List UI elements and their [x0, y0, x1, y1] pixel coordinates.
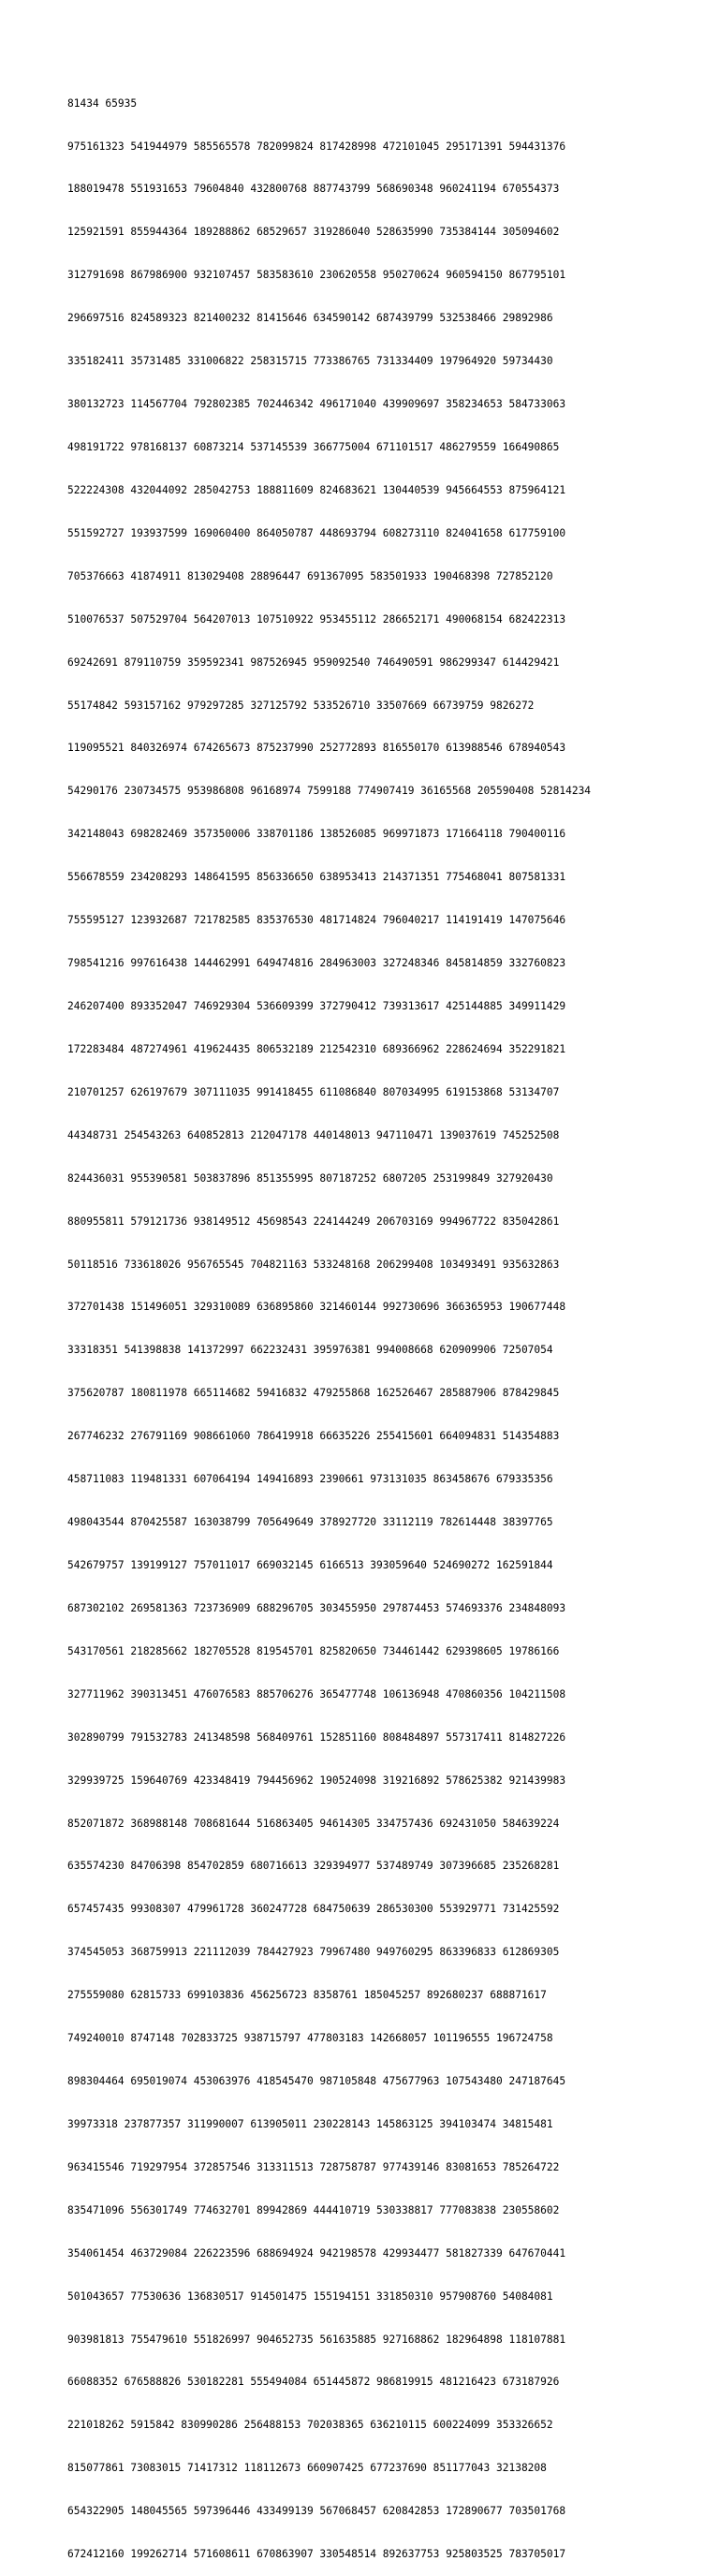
text-line: 551592727 193937599 169060400 864050787 448693794 608273110 824041658 617759100 [67, 526, 566, 539]
text-line: 898304464 695019074 453063976 418545470 987105848 475677963 107543480 247187645 [67, 2075, 566, 2088]
text-line: 50118516 733618026 956765545 704821163 533248168 206299408 103493491 935632863 [67, 1258, 560, 1271]
text-line: 510076537 507529704 564207013 107510922 953455112 286652171 490068154 682422313 [67, 612, 566, 626]
text-line: 119095521 840326974 674265673 875237990 252772893 816550170 613988546 678940543 [67, 742, 566, 755]
text-line: 835471096 556301749 774632701 89942869 444410719 530338817 777083838 230558602 [67, 2203, 560, 2216]
text-line: 963415546 719297954 372857546 313311513 728758787 977439146 83081653 785264722 [67, 2160, 560, 2173]
text-line: 501043657 77530636 136830517 914501475 155194151 331850310 957908760 54084081 [67, 2289, 553, 2303]
text-line: 275559080 62815733 699103836 456256723 8358761 185045257 892680237 688871617 [67, 1989, 547, 2002]
text-line: 498043544 870425587 163038799 705649649 378927720 33112119 782614448 38397765 [67, 1516, 553, 1529]
text-line: 542679757 139199127 757011017 669032145 6166513 393059640 524690272 162591844 [67, 1558, 553, 1571]
text-line: 81434 65935 [67, 96, 138, 110]
text-line: 798541216 997616438 144462991 649474816 284963003 327248346 845814859 332760823 [67, 957, 566, 970]
text-line: 380132723 114567704 792802385 702446342 496171040 439909697 358234653 584733063 [67, 398, 566, 411]
text-line: 375620787 180811978 665114682 59416832 479255868 162526467 285887906 878429845 [67, 1387, 560, 1400]
text-line: 246207400 893352047 746929304 536609399 372790412 739313617 425144885 349911429 [67, 999, 566, 1012]
text-line: 975161323 541944979 585565578 782099824 817428998 472101045 295171391 594431376 [67, 140, 566, 153]
text-line: 302890799 791532783 241348598 568409761 152851160 808484897 557317411 814827226 [67, 1730, 566, 1744]
text-line: 824436031 955390581 503837896 851355995 807187252 6807205 253199849 327920430 [67, 1171, 553, 1185]
text-line: 221018262 5915842 830990286 256488153 702038365 636210115 600224099 353326652 [67, 2419, 553, 2432]
text-line: 296697516 824589323 821400232 81415646 634590142 687439799 532538466 29892986 [67, 312, 553, 325]
text-line: 556678559 234208293 148641595 856336650 638953413 214371351 775468041 807581331 [67, 871, 566, 884]
text-line: 543170561 218285662 182705528 819545701 825820650 734461442 629398605 19786166 [67, 1644, 560, 1657]
text-line: 33318351 541398838 141372997 662232431 395976381 994008668 620909906 72507054 [67, 1344, 553, 1357]
text-line: 372701438 151496051 329310089 636895860 321460144 992730696 366365953 190677448 [67, 1301, 566, 1314]
text-line: 335182411 35731485 331006822 258315715 773386765 731334409 197964920 59734430 [67, 355, 553, 368]
text-line: 329939725 159640769 423348419 794456962 190524098 319216892 578625382 921439983 [67, 1774, 566, 1787]
text-line: 312791698 867986900 932107457 583583610 230620558 950270624 960594150 867795101 [67, 269, 566, 282]
text-line: 125921591 855944364 189288862 68529657 319286040 528635990 735384144 305094602 [67, 226, 560, 239]
text-line: 69242691 879110759 359592341 987526945 959092540 746490591 986299347 614429421 [67, 655, 560, 669]
text-line: 458711083 119481331 607064194 149416893 2390661 973131035 863458676 679335356 [67, 1473, 553, 1486]
text-line: 852071872 368988148 708681644 516863405 94614305 334757436 692431050 584639224 [67, 1817, 560, 1830]
text-line: 498191722 978168137 60873214 537145539 366775004 671101517 486279559 166490865 [67, 441, 560, 453]
text-line: 654322905 148045565 597396446 433499139 567068457 620842853 172890677 703501768 [67, 2505, 566, 2518]
text-line: 815077861 73083015 71417312 118112673 660907425 677237690 851177043 32138208 [67, 2462, 547, 2475]
text-line: 172283484 487274961 419624435 806532189 212542310 689366962 228624694 352291821 [67, 1042, 566, 1055]
text-line: 267746232 276791169 908661060 786419918 66635226 255415601 664094831 514354883 [67, 1430, 560, 1443]
text-line: 903981813 755479610 551826997 904652735 561635885 927168862 182964898 118107881 [67, 2333, 566, 2346]
text-line: 657457435 99308307 479961728 360247728 684750639 286530300 553929771 731425592 [67, 1903, 560, 1916]
text-line: 880955811 579121736 938149512 45698543 224144249 206703169 994967722 835042861 [67, 1214, 560, 1228]
text-line: 39973318 237877357 311990007 613905011 230228143 145863125 394103474 34815481 [67, 2117, 553, 2130]
text-line: 188019478 551931653 79604840 432800768 887743799 568690348 960241194 670554373 [67, 183, 560, 196]
text-line: 354061454 463729084 226223596 688694924 942198578 429934477 581827339 647670441 [67, 2246, 566, 2260]
text-line: 687302102 269581363 723736909 688296705 303455950 297874453 574693376 234848093 [67, 1601, 566, 1614]
text-line: 672412160 199262714 571608611 670863907 330548514 892637753 925803525 783705017 [67, 2548, 566, 2561]
text-line: 749240010 8747148 702833725 938715797 477803183 142668057 101196555 196724758 [67, 2032, 553, 2045]
text-line: 705376663 41874911 813029408 28896447 691367095 583501933 190468398 727852120 [67, 569, 553, 582]
text-line: 210701257 626197679 307111035 991418455 611086840 807034995 619153868 53134707 [67, 1085, 560, 1098]
text-line: 54290176 230734575 953986808 96168974 7599188 774907419 36165568 205590408 52814234 [67, 785, 592, 798]
text-line: 327711962 390313451 476076583 885706276 365477748 106136948 470860356 104211508 [67, 1687, 566, 1700]
text-line: 342148043 698282469 357350006 338701186 138526085 969971873 171664118 790400116 [67, 828, 566, 841]
text-line: 635574230 84706398 854702859 680716613 329394977 537489749 307396685 235268281 [67, 1860, 560, 1873]
text-line: 44348731 254543263 640852813 212047178 440148013 947110471 139037619 745252508 [67, 1128, 560, 1141]
text-line: 374545053 368759913 221112039 784427923 79967480 949760295 863396833 612869305 [67, 1946, 560, 1959]
text-line: 755595127 123932687 721782585 835376530 481714824 796040217 114191419 147075646 [67, 914, 566, 927]
text-line: 66088352 676588826 530182281 555494084 651445872 986819915 481216423 673187926 [67, 2376, 560, 2389]
text-line: 55174842 593157162 979297285 327125792 533526710 33507669 66739759 9826272 [67, 699, 535, 712]
text-line: 522224308 432044092 285042753 188811609 824683621 130440539 945664553 875964121 [67, 483, 566, 496]
number-document [67, 67, 704, 2576]
